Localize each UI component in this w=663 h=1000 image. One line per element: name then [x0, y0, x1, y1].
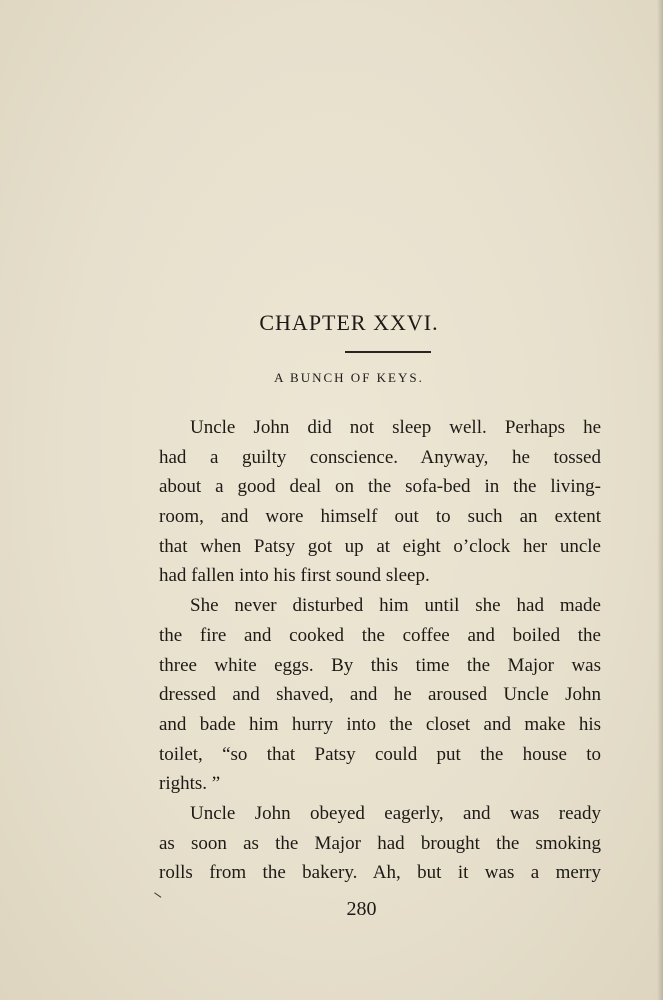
text-line: had fallen into his first sound sleep.: [159, 565, 430, 587]
text-line: that when Patsy got up at eight o’clock her uncle: [159, 535, 601, 557]
text-line: Uncle John did not sleep well. Perhaps he: [190, 417, 601, 438]
text-line: had a guilty conscience. Anyway, he tossed: [159, 446, 601, 468]
chapter-subtitle: A BUNCH OF KEYS.: [274, 370, 424, 385]
text-line: and bade him hurry into the closet and make his: [159, 713, 601, 735]
text-line: the fire and cooked the coffee and boiled the: [159, 624, 601, 646]
paragraph-3: [159, 799, 601, 888]
text-line: rolls from the bakery. Ah, but it was a merry: [159, 862, 601, 884]
page-edge-shadow: [657, 0, 663, 1000]
chapter-divider-rule: [345, 351, 431, 353]
text-line: toilet, “so that Patsy could put the house to: [159, 743, 601, 765]
text-line: room, and wore himself out to such an extent: [159, 506, 601, 528]
text-line: She never disturbed him until she had made: [190, 595, 601, 617]
paragraph-2: [159, 591, 601, 799]
chapter-body: [159, 413, 601, 888]
text-line: rights. ”: [159, 773, 221, 795]
text-line: dressed and shaved, and he aroused Uncle John: [159, 684, 601, 706]
text-line: Uncle John obeyed eagerly, and was ready: [190, 802, 601, 824]
paragraph-1: [159, 413, 601, 591]
text-line: as soon as the Major had brought the smoking: [159, 832, 601, 854]
text-line: three white eggs. By this time the Major was: [159, 654, 601, 676]
text-line: about a good deal on the sofa-bed in the living-: [159, 476, 601, 498]
chapter-heading: CHAPTER XXVI.: [259, 310, 439, 335]
page-number: 280: [346, 898, 377, 920]
